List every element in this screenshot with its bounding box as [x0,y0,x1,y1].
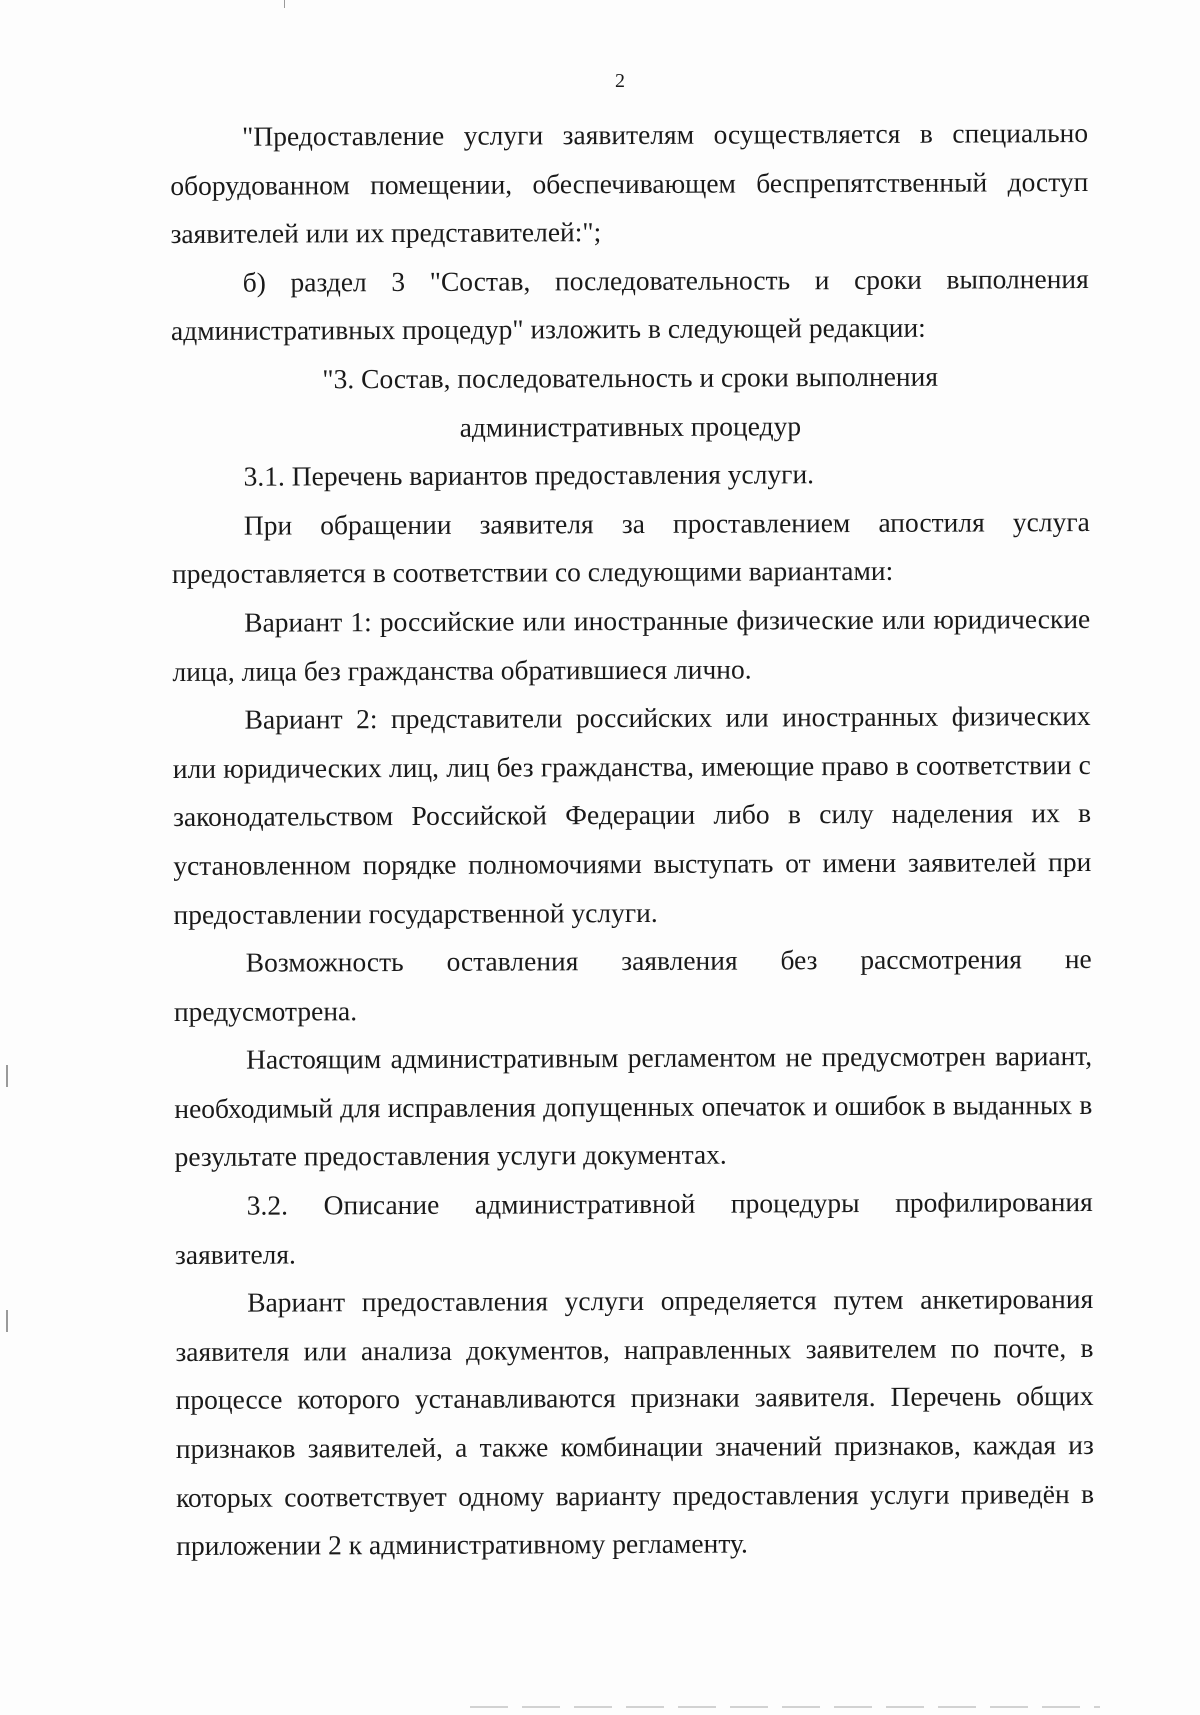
paragraph-3-2-title: 3.2. Описание административной процедуры профилирования заявителя. [174,1186,1093,1270]
scan-mark-top [284,0,285,8]
section-heading-line-1: "3. Состав, последовательность и сроки выполнения [322,360,939,395]
paragraph-no-dismissal: Возможность оставления заявления без рассмотрения не предусмотрена. [173,943,1092,1027]
paragraph-variant-2: Вариант 2: представители российских или иностранных физических или юридических лиц, лиц без гражданства, имеющие право в соответствии с законодательством Российской Федерации либо в силу наделения их в установленном порядке полномочиями выступать от имени заявителей при предоставлении государственной услуги. [172,700,1092,930]
paragraph-section-3-amendment: б) раздел 3 "Состав, последовательность и сроки выполнения административных процедур" изложить в следующей редакции: [170,262,1089,347]
paragraph-apostille-variants: При обращении заявителя за проставлением апостиля услуга предоставляется в соответствии со следующими вариантами: [171,505,1090,590]
paragraph-profiling-description: Вариант предоставления услуги определяется путем анкетирования заявителя или анализа документов, направленных заявителем по почте, в процессе которого устанавливаются признаки заявителя. Перечень общих признаков заявителей, а также комбинации значений признаков, каждая из которых соответствует одному варианту предоставления услуги приведён в приложении 2 к административному регламенту. [175,1283,1095,1562]
page-number: 2 [615,70,625,92]
document-body [170,109,1094,1571]
paragraph-3-1-title: 3.1. Перечень вариантов предоставления услуги. [243,458,815,492]
scan-mark-left-2 [6,1310,8,1332]
section-heading-line-2: административных процедур [459,409,802,443]
paragraph-service-premises: "Предоставление услуги заявителям осуществляется в специально оборудованном помещении, обеспечивающем беспрепятственный доступ заявителей или их представителей:"; [170,116,1089,250]
paragraph-variant-1: Вариант 1: российские или иностранные физические или юридические лица, лица без гражданства обратившиеся лично. [172,602,1091,687]
paragraph-no-correction-variant: Настоящим административным регламентом не предусмотрен вариант, необходимый для исправления допущенных опечаток и ошибок в выданных в результате предоставления услуги документах. [174,1040,1093,1173]
scan-bottom-streak [470,1706,1100,1708]
scan-mark-left-1 [6,1065,8,1087]
